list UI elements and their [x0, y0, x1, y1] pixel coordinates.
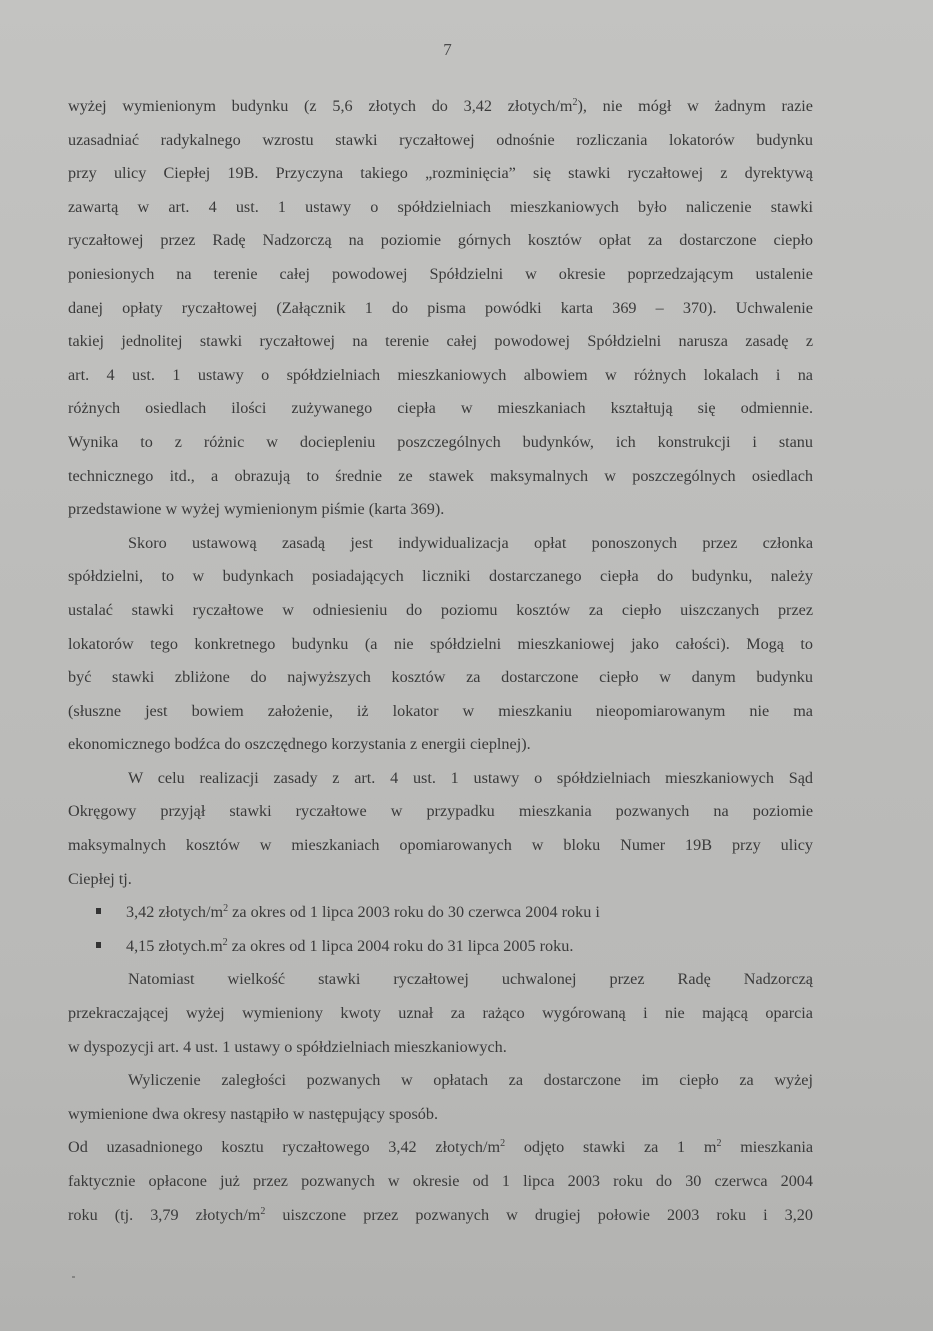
text-line: art. 4 ust. 1 ustawy o spółdzielniach mieszkaniowych albowiem w różnych lokalach i na — [68, 365, 813, 384]
bullet-icon — [96, 942, 101, 948]
text-line: Ciepłej tj. — [68, 869, 132, 888]
text-line: faktycznie opłacone już przez pozwanych w okresie od 1 lipca 2003 roku do 30 czerwca 2004 — [68, 1172, 813, 1190]
text-line: różnych osiedlach ilości zużywanego ciepła w mieszkaniach kształtują się odmiennie. — [68, 399, 813, 418]
text-line: W celu realizacji zasady z art. 4 ust. 1 ustawy o spółdzielniach mieszkaniowych Sąd — [128, 768, 813, 787]
text-line: spółdzielni, to w budynkach posiadających liczniki dostarczanego ciepła do budynku, należy — [68, 567, 813, 586]
text-line: roku (tj. 3,79 złotych/$m^2$ uiszczone przez pozwanych w drugiej połowie 2003 roku i 3,20 — [68, 1205, 813, 1224]
text-line: ryczałtowej przez Radę Nadzorczą na poziomie górnych kosztów opłat za dostarczone ciepło — [68, 231, 813, 250]
text-line: Od uzasadnionego kosztu ryczałtowego 3,42 złotych/$m^2$ odjęto stawki za 1 $m^2$ mieszkania — [68, 1138, 813, 1157]
text-line: Natomiast wielkość stawki ryczałtowej uchwalonej przez Radę Nadzorczą — [128, 970, 813, 989]
list-item: 4,15 $złotych.m^2$ za okres od 1 lipca 2004 roku do 31 lipca 2005 roku. — [68, 930, 813, 964]
list-item: 3,42 złotych/$m^2$ za okres od 1 lipca 2003 roku do 30 czerwca 2004 roku i — [68, 896, 813, 930]
text-line: technicznego itd., a obrazują to średnie ze stawek maksymalnych w poszczególnych osiedlach — [68, 466, 813, 485]
text-line: być stawki zbliżone do najwyższych kosztów za dostarczone ciepło w danym budynku — [68, 668, 813, 687]
paper-speck — [72, 1276, 75, 1278]
text-line: Skoro ustawową zasadą jest indywidualizacja opłat ponoszonych przez członka — [128, 533, 813, 552]
text-line: zawartą w art. 4 ust. 1 ustawy o spółdzielniach mieszkaniowych było naliczenie stawki — [68, 197, 813, 216]
text-line: ekonomicznego bodźca do oszczędnego korzystania z energii cieplnej). — [68, 735, 531, 754]
text-line: wyżej wymienionym budynku (z 5,6 złotych do 3,42 złotych/$m^2$), nie mógł w żadnym razie — [68, 97, 813, 115]
text-line: takiej jednolitej stawki ryczałtowej na terenie całej powodowej Spółdzielni narusza zasadę z — [68, 332, 813, 351]
text-line: danej opłaty ryczałtowej (Załącznik 1 do pisma powódki karta 369 – 370). Uchwalenie — [68, 298, 813, 317]
text-line: przedstawione w wyżej wymienionym piśmie (karta 369). — [68, 500, 445, 519]
text-line: przekraczającej wyżej wymieniony kwoty uznał za rażąco wygórowaną i nie mającą oparcia — [68, 1004, 813, 1023]
text-line: ustalać stawki ryczałtowe w odniesieniu do poziomu kosztów za ciepło uiszczanych przez — [68, 600, 813, 619]
text-line: maksymalnych kosztów w mieszkaniach opomiarowanych w bloku Numer 19B przy ulicy — [68, 836, 813, 855]
bullet-icon — [96, 908, 101, 914]
text-line: lokatorów tego konkretnego budynku (a nie spółdzielni mieszkaniowej jako całości). Mogą to — [68, 634, 813, 653]
text-line: w dyspozycji art. 4 ust. 1 ustawy o spółdzielniach mieszkaniowych. — [68, 1037, 507, 1056]
text-line: Okręgowy przyjął stawki ryczałtowe w przypadku mieszkania pozwanych na poziomie — [68, 802, 813, 821]
text-line: (słuszne jest bowiem założenie, iż lokator w mieszkaniu nieopomiarowanym nie ma — [68, 701, 813, 720]
text-line: Wynika to z różnic w dociepleniu poszczególnych budynków, ich konstrukcji i stanu — [68, 432, 813, 451]
text-line: Wyliczenie zaległości pozwanych w opłatach za dostarczone im ciepło za wyżej — [128, 1071, 813, 1090]
page-number: 7 — [443, 40, 452, 59]
text-line: wymienione dwa okresy nastąpiło w następujący sposób. — [68, 1104, 438, 1123]
text-line: przy ulicy Ciepłej 19B. Przyczyna takiego „rozminięcia” się stawki ryczałtowej z dyrektywą — [68, 164, 813, 183]
text-line: poniesionych na terenie całej powodowej Spółdzielni w okresie poprzedzającym ustalenie — [68, 264, 813, 283]
text-line: uzasadniać radykalnego wzrostu stawki ryczałtowej odnośnie rozliczania lokatorów budynku — [68, 130, 813, 149]
document-body — [68, 90, 813, 1232]
